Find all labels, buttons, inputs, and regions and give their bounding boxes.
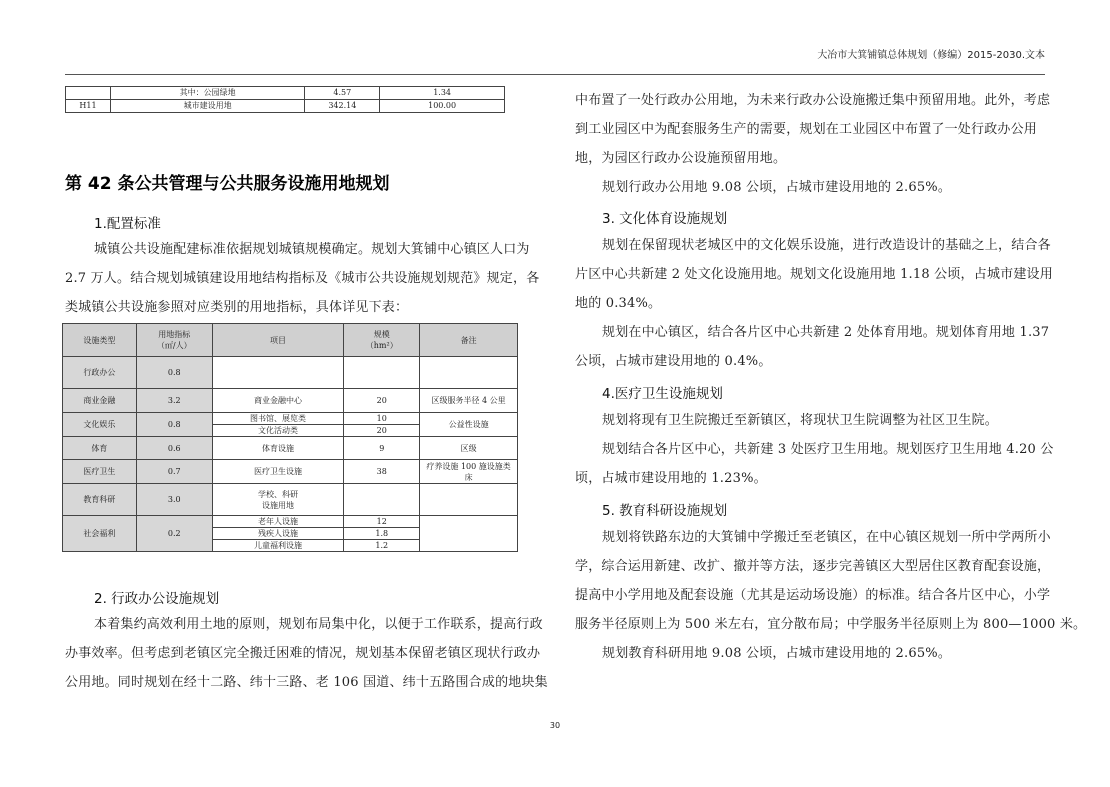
paragraph <box>65 610 548 697</box>
table-header-row <box>63 324 518 357</box>
table-row <box>66 87 510 100</box>
subsection-heading: 4.医疗卫生设施规划 <box>602 386 723 402</box>
table-cell: 城市建设用地 <box>110 100 304 113</box>
subsection-heading: 1.配置标准 <box>94 216 161 232</box>
table-row <box>63 460 518 484</box>
text-line: 片区中心共新建 2 处文化设施用地。规划文化设施用地 1.18 公顷，占城市建设用 <box>575 267 1053 282</box>
table-row <box>63 484 518 516</box>
table-row <box>63 437 518 460</box>
table-cell <box>212 484 344 516</box>
table-cell: 医疗卫生设施 <box>212 460 344 484</box>
paragraph <box>575 86 1050 202</box>
table-cell: 行政办公 <box>63 357 137 389</box>
header-line: 规模 <box>373 330 390 339</box>
text-line: 公用地。同时规划在经十二路、纬十三路、老 106 国道、纬十五路围合成的地块集 <box>65 675 548 690</box>
section-title: 第 42 条公共管理与公共服务设施用地规划 <box>65 174 390 194</box>
text-line: 类城镇公共设施参照对应类别的用地指标，具体详见下表： <box>65 300 409 315</box>
table-cell <box>344 484 420 516</box>
text-line: 到工业园区中为配套服务生产的需要，规划在工业园区中布置了一处行政办公用 <box>575 122 1038 137</box>
table-cell: 其中：公园绿地 <box>110 87 304 100</box>
table-cell: 公益性设施 <box>420 413 518 437</box>
document-header: 大冶市大箕铺镇总体规划（修编）2015-2030.文本 <box>817 50 1045 61</box>
table-cell: 342.14 <box>305 100 380 113</box>
table-cell: 教育科研 <box>63 484 137 516</box>
subsection-heading: 3. 文化体育设施规划 <box>602 211 728 227</box>
table-cell: 社会福利 <box>63 516 137 552</box>
table-row <box>66 100 510 113</box>
table-row <box>63 357 518 389</box>
table-cell: 体育设施 <box>212 437 344 460</box>
text-line: 办事效率。但考虑到老镇区完全搬迁困难的情况，规划基本保留老镇区现状行政办 <box>65 646 541 661</box>
table-cell: 0.2 <box>136 516 212 552</box>
paragraph <box>65 235 539 322</box>
header-divider <box>65 74 1045 75</box>
table-cell: 4.57 <box>305 87 380 100</box>
text-line: 公顷，占城市建设用地的 0.4%。 <box>575 354 772 369</box>
text-line: 规划行政办公用地 9.08 公顷，占城市建设用地的 2.65%。 <box>602 180 952 195</box>
table-cell: 图书馆、展览类 <box>212 413 344 425</box>
column-header: 项目 <box>212 324 344 357</box>
table-row <box>63 389 518 413</box>
table-cell <box>212 357 344 389</box>
table-cell: 商业金融中心 <box>212 389 344 413</box>
text-line: 学，综合运用新建、改扩、撤并等方法，逐步完善镇区大型居住区教育配套设施， <box>575 559 1051 574</box>
table-cell: 12 <box>344 516 420 528</box>
table-cell: 儿童福利设施 <box>212 540 344 552</box>
table-cell: 0.8 <box>136 413 212 437</box>
table-cell: 1.8 <box>344 528 420 540</box>
text-line: 规划结合各片区中心，共新建 3 处医疗卫生用地。规划医疗卫生用地 4.20 公 <box>602 442 1054 457</box>
table-cell: 0.7 <box>136 460 212 484</box>
text-line: 地，为园区行政办公设施预留用地。 <box>575 151 787 166</box>
table-cell: 3.0 <box>136 484 212 516</box>
facility-standards-table <box>62 323 518 552</box>
cell-line: 设施用地 <box>261 500 294 510</box>
table-cell: 0.8 <box>136 357 212 389</box>
column-header <box>344 324 420 357</box>
text-line: 本着集约高效利用土地的原则，规划布局集中化，以便于工作联系，提高行政 <box>94 617 543 632</box>
table-cell: 商业金融 <box>63 389 137 413</box>
table-cell: 100.00 <box>380 100 505 113</box>
subsection-heading: 2. 行政办公设施规划 <box>94 591 220 607</box>
table-cell <box>66 87 111 100</box>
text-line: 规划教育科研用地 9.08 公顷，占城市建设用地的 2.65%。 <box>602 646 952 661</box>
text-line: 地的 0.34%。 <box>575 296 662 311</box>
header-line: （hm²） <box>365 341 398 350</box>
page-number: 30 <box>549 721 561 730</box>
table-cell: 1.2 <box>344 540 420 552</box>
land-use-table-continuation <box>65 86 510 113</box>
text-line: 顷，占城市建设用地的 1.23%。 <box>575 471 767 486</box>
table-cell: 体育 <box>63 437 137 460</box>
table-cell: 10 <box>344 413 420 425</box>
text-line: 提高中小学用地及配套设施（尤其是运动场设施）的标准。结合各片区中心，小学 <box>575 588 1051 603</box>
table-cell: 1.34 <box>380 87 505 100</box>
column-header <box>136 324 212 357</box>
table-cell: 38 <box>344 460 420 484</box>
text-line: 服务半径原则上为 500 米左右，宜分散布局；中学服务半径原则上为 800—1000 米。 <box>575 617 1087 632</box>
column-header: 设施类型 <box>63 324 137 357</box>
table-cell: 20 <box>344 425 420 437</box>
table-cell <box>344 357 420 389</box>
column-header: 备注 <box>420 324 518 357</box>
table-row <box>63 413 518 425</box>
table-cell <box>420 484 518 516</box>
table-cell <box>420 357 518 389</box>
header-line: （㎡/人） <box>156 341 192 350</box>
text-line: 规划在中心镇区，结合各片区中心共新建 2 处体育用地。规划体育用地 1.37 <box>602 325 1050 340</box>
table-cell: 疗养设施 100 施设施类床 <box>420 460 518 484</box>
header-line: 用地指标 <box>158 330 191 339</box>
text-line: 规划将现有卫生院搬迁至新镇区，将现状卫生院调整为社区卫生院。 <box>602 413 999 428</box>
cell-line: 学校、科研 <box>257 489 298 499</box>
text-line: 规划将铁路东边的大箕铺中学搬迁至老镇区，在中心镇区规划一所中学两所小 <box>602 530 1051 545</box>
paragraph <box>575 523 1086 668</box>
table-cell <box>420 516 518 552</box>
table-cell: 文化娱乐 <box>63 413 137 437</box>
table-cell: 医疗卫生 <box>63 460 137 484</box>
subsection-heading: 5. 教育科研设施规划 <box>602 503 728 519</box>
table-cell: 老年人设施 <box>212 516 344 528</box>
table-cell: 区级 <box>420 437 518 460</box>
text-line: 中布置了一处行政办公用地，为未来行政办公设施搬迁集中预留用地。此外，考虑 <box>575 93 1051 108</box>
table-cell: 9 <box>344 437 420 460</box>
table-cell: 区级服务半径 4 公里 <box>420 389 518 413</box>
table-cell: 残疾人设施 <box>212 528 344 540</box>
table-cell: 文化活动类 <box>212 425 344 437</box>
paragraph <box>575 231 1053 376</box>
text-line: 规划在保留现状老城区中的文化娱乐设施，进行改造设计的基础之上，结合各 <box>602 238 1051 253</box>
table-cell: 0.6 <box>136 437 212 460</box>
text-line: 2.7 万人。结合规划城镇建设用地结构指标及《城市公共设施规划规范》规定，各 <box>65 271 540 286</box>
table-cell: 20 <box>344 389 420 413</box>
table-cell: 3.2 <box>136 389 212 413</box>
text-line: 城镇公共设施配建标准依据规划城镇规模确定。规划大箕铺中心镇区人口为 <box>94 242 530 257</box>
paragraph <box>575 406 1054 493</box>
table-row <box>63 516 518 528</box>
table-cell: H11 <box>66 100 111 113</box>
